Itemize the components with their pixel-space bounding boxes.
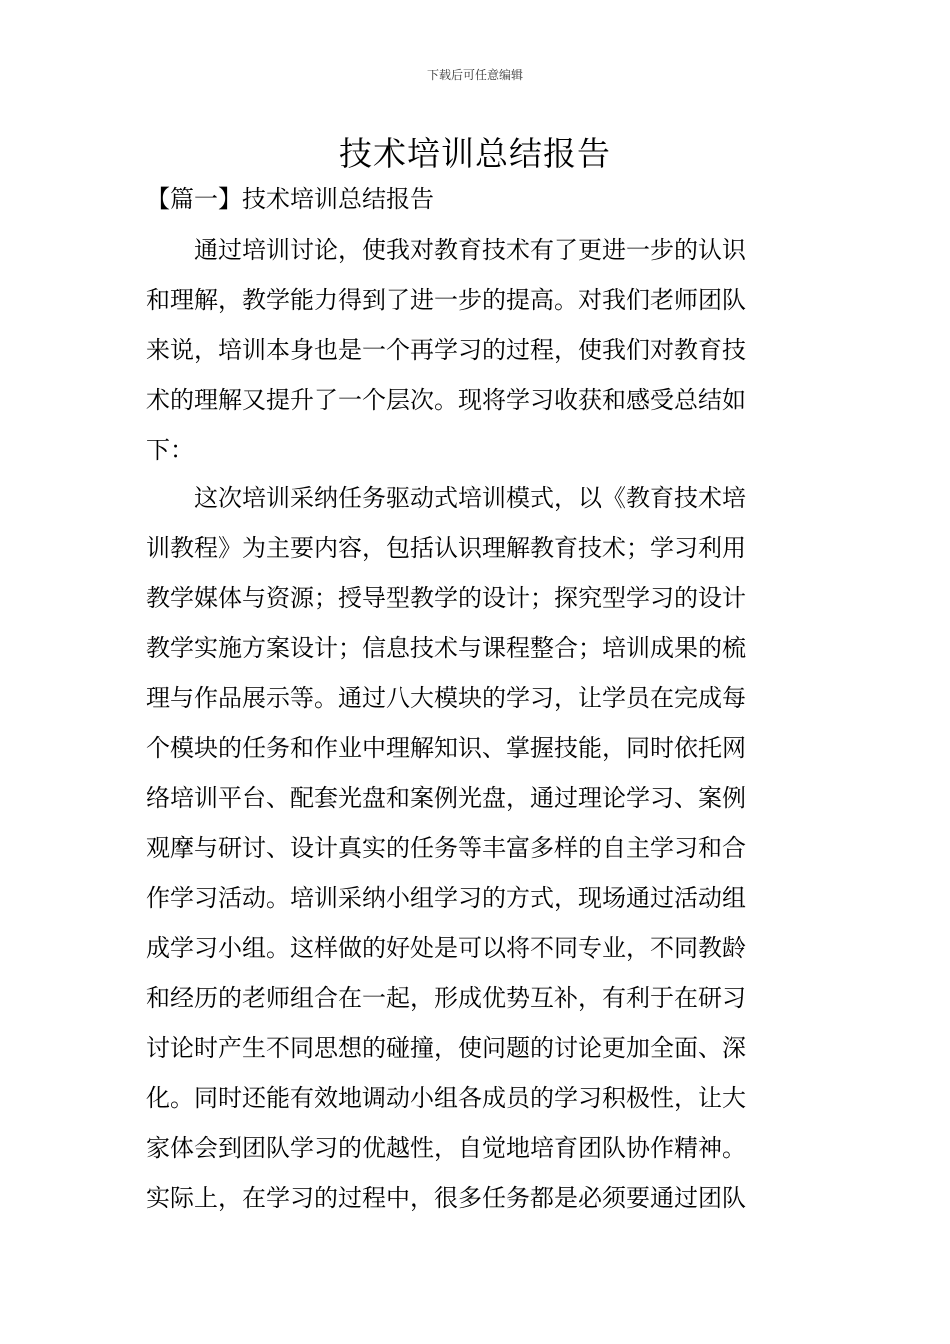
body-line: 实际上，在学习的过程中，很多任务都是必须要通过团队: [146, 1184, 746, 1212]
body-line: 讨论时产生不同思想的碰撞，使问题的讨论更加全面、深: [146, 1034, 746, 1062]
body-line: 络培训平台、配套光盘和案例光盘，通过理论学习、案例: [146, 784, 746, 812]
body-line: 训教程》为主要内容，包括认识理解教育技术；学习利用: [146, 534, 746, 562]
body-line: 教学实施方案设计；信息技术与课程整合；培训成果的梳: [146, 634, 746, 662]
body-line: 和理解，教学能力得到了进一步的提高。对我们老师团队: [146, 286, 746, 314]
body-line: 这次培训采纳任务驱动式培训模式，以《教育技术培: [146, 484, 746, 512]
body-line: 和经历的老师组合在一起，形成优势互补，有利于在研习: [146, 984, 746, 1012]
body-line: 术的理解又提升了一个层次。现将学习收获和感受总结如: [146, 386, 746, 414]
body-line: 下：: [146, 436, 194, 464]
body-line: 理与作品展示等。通过八大模块的学习，让学员在完成每: [146, 684, 746, 712]
body-line: 通过培训讨论，使我对教育技术有了更进一步的认识: [146, 236, 746, 264]
body-line: 教学媒体与资源；授导型教学的设计；探究型学习的设计: [146, 584, 746, 612]
document-title: 技术培训总结报告: [339, 134, 611, 173]
header-note: 下载后可任意编辑: [426, 68, 523, 82]
body-line: 观摩与研讨、设计真实的任务等丰富多样的自主学习和合: [146, 834, 746, 862]
body-line: 作学习活动。培训采纳小组学习的方式，现场通过活动组: [146, 884, 746, 912]
body-line: 家体会到团队学习的优越性，自觉地培育团队协作精神。: [146, 1134, 746, 1162]
section-heading: 【篇一】技术培训总结报告: [146, 185, 434, 213]
body-line: 成学习小组。这样做的好处是可以将不同专业，不同教龄: [146, 934, 746, 962]
body-line: 来说，培训本身也是一个再学习的过程，使我们对教育技: [146, 336, 746, 364]
body-line: 个模块的任务和作业中理解知识、掌握技能，同时依托网: [146, 734, 746, 762]
body-line: 化。同时还能有效地调动小组各成员的学习积极性，让大: [146, 1084, 746, 1112]
